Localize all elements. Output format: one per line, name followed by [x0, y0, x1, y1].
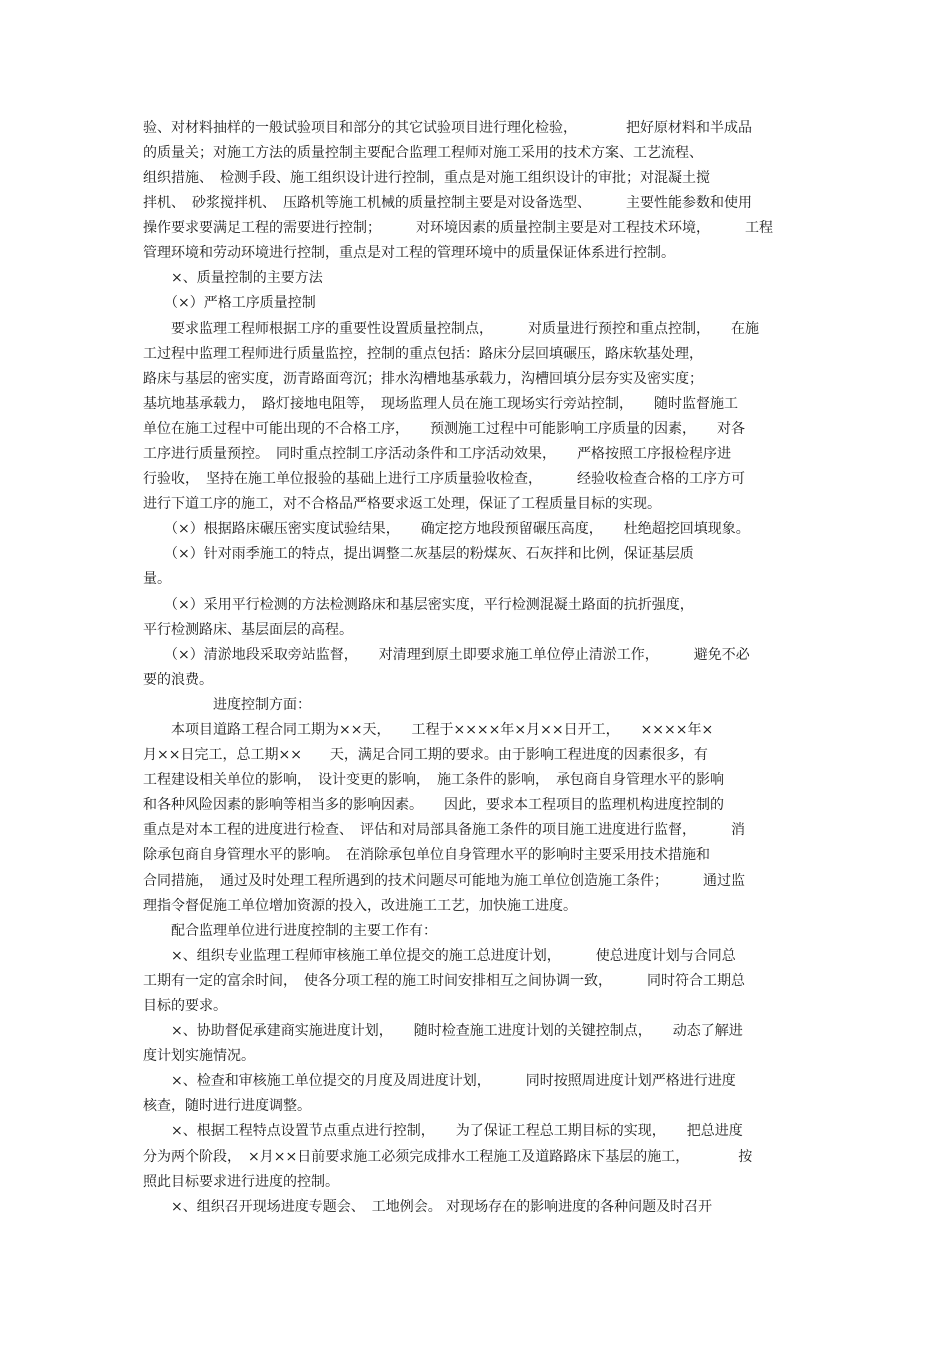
paragraph-line: 量。 [143, 571, 171, 587]
list-item: （×）针对雨季施工的特点，提出调整二灰基层的粉煤灰、石灰拌和比例，保证基层质 [143, 546, 694, 562]
paragraph-line: 合同措施， 通过及时处理工程所遇到的技术问题尽可能地为施工单位创造施工条件； 通过监 [143, 873, 745, 889]
paragraph-line: 验、对材料抽样的一般试验项目和部分的其它试验项目进行理化检验， 把好原材料和半成品 [143, 120, 752, 136]
list-item: （×）采用平行检测的方法检测路床和基层密实度，平行检测混凝土路面的抗折强度， [143, 597, 694, 613]
paragraph-line: 分为两个阶段， ×月××日前要求施工必须完成排水工程施工及道路路床下基层的施工， 按 [143, 1149, 753, 1165]
section-heading: 配合监理单位进行进度控制的主要工作有： [143, 923, 437, 939]
list-item: ×、根据工程特点设置节点重点进行控制， 为了保证工程总工期目标的实现， 把总进度 [143, 1123, 743, 1139]
paragraph-line: 理指令督促施工单位增加资源的投入，改进施工工艺，加快施工进度。 [143, 898, 577, 914]
paragraph-line: 组织措施、 检测手段、施工组织设计进行控制，重点是对施工组织设计的审批；对混凝土搅 [143, 170, 710, 186]
section-heading: 进度控制方面： [143, 697, 311, 713]
paragraph-line: 操作要求要满足工程的需要进行控制； 对环境因素的质量控制主要是对工程技术环境， 工程 [143, 220, 773, 236]
paragraph-line: 目标的要求。 [143, 998, 227, 1014]
section-heading: ×、质量控制的主要方法 [143, 270, 323, 286]
paragraph-line: 照此目标要求进行进度的控制。 [143, 1174, 339, 1190]
paragraph-line: 管理环境和劳动环境进行控制，重点是对工程的管理环境中的质量保证体系进行控制。 [143, 245, 675, 261]
paragraph-line: 度计划实施情况。 [143, 1048, 255, 1064]
paragraph-line: 工过程中监理工程师进行质量监控，控制的重点包括：路床分层回填碾压，路床软基处理， [143, 346, 703, 362]
paragraph-line: 工期有一定的富余时间， 使各分项工程的施工时间安排相互之间协调一致， 同时符合工期总 [143, 973, 745, 989]
list-item: ×、检查和审核施工单位提交的月度及周进度计划， 同时按照周进度计划严格进行进度 [143, 1073, 736, 1089]
list-item: ×、组织专业监理工程师审核施工单位提交的施工总进度计划， 使总进度计划与合同总 [143, 948, 736, 964]
paragraph-line: 要的浪费。 [143, 672, 213, 688]
list-item: ×、组织召开现场进度专题会、 工地例会。 对现场存在的影响进度的各种问题及时召开 [143, 1199, 713, 1215]
list-item: （×）清淤地段采取旁站监督， 对清理到原土即要求施工单位停止清淤工作， 避免不必 [143, 647, 750, 663]
paragraph-line: 行验收， 坚持在施工单位报验的基础上进行工序质量验收检查， 经验收检查合格的工序方可 [143, 471, 745, 487]
paragraph-line: 除承包商自身管理水平的影响。 在消除承包单位自身管理水平的影响时主要采用技术措施和 [143, 847, 710, 863]
paragraph-line: 拌机、 砂浆搅拌机、 压路机等施工机械的质量控制主要是对设备选型、 主要性能参数和使用 [143, 195, 752, 211]
paragraph-line: 路床与基层的密实度，沥青路面弯沉；排水沟槽地基承载力，沟槽回填分层夯实及密实度； [143, 371, 703, 387]
paragraph-line: 平行检测路床、基层面层的高程。 [143, 622, 353, 638]
paragraph-line: 重点是对本工程的进度进行检查、 评估和对局部具备施工条件的项目施工进度进行监督， 消 [143, 822, 745, 838]
paragraph-line: 进行下道工序的施工，对不合格品严格要求返工处理，保证了工程质量目标的实现。 [143, 496, 661, 512]
list-item: ×、协助督促承建商实施进度计划， 随时检查施工进度计划的关键控制点， 动态了解进 [143, 1023, 743, 1039]
list-item: （×）根据路床碾压密实度试验结果， 确定挖方地段预留碾压高度， 杜绝超挖回填现象。 [143, 521, 750, 537]
paragraph-line: 工程建设相关单位的影响， 设计变更的影响， 施工条件的影响， 承包商自身管理水平的影响 [143, 772, 724, 788]
paragraph-line: 单位在施工过程中可能出现的不合格工序， 预测施工过程中可能影响工序质量的因素， 对各 [143, 421, 745, 437]
paragraph-line: 要求监理工程师根据工序的重要性设置质量控制点， 对质量进行预控和重点控制， 在施 [143, 321, 759, 337]
paragraph-line: 核查，随时进行进度调整。 [143, 1098, 311, 1114]
paragraph-line: 和各种风险因素的影响等相当多的影响因素。 因此，要求本工程项目的监理机构进度控制的 [143, 797, 724, 813]
paragraph-line: 工序进行质量预控。 同时重点控制工序活动条件和工序活动效果， 严格按照工序报检程序进 [143, 446, 731, 462]
paragraph-line: 基坑地基承载力， 路灯接地电阻等， 现场监理人员在施工现场实行旁站控制， 随时监督施工 [143, 396, 738, 412]
paragraph-line: 本项目道路工程合同工期为××天， 工程于××××年×月××日开工， ××××年× [143, 722, 714, 738]
subsection-heading: （×）严格工序质量控制 [143, 295, 316, 311]
paragraph-line: 的质量关；对施工方法的质量控制主要配合监理工程师对施工采用的技术方案、工艺流程、 [143, 145, 703, 161]
paragraph-line: 月××日完工，总工期×× 天，满足合同工期的要求。由于影响工程进度的因素很多，有 [143, 747, 708, 763]
